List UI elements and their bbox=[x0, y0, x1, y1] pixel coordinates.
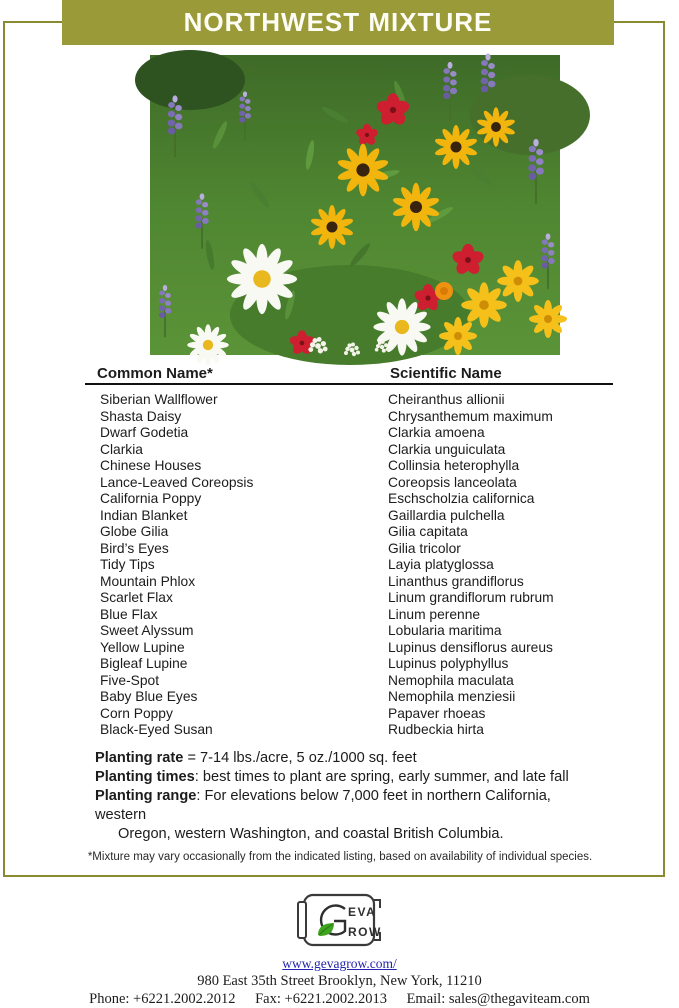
species-common-name: Baby Blue Eyes bbox=[100, 689, 198, 704]
species-row bbox=[100, 689, 612, 706]
wildflower-photo-art bbox=[150, 55, 560, 355]
species-scientific-name: Linum perenne bbox=[388, 606, 481, 622]
email-address: Email: sales@thegaviteam.com bbox=[406, 991, 590, 1007]
species-row bbox=[100, 425, 612, 442]
page-title: NORTHWEST MIXTURE bbox=[183, 7, 493, 37]
species-row bbox=[100, 475, 612, 492]
species-common-name: Bigleaf Lupine bbox=[100, 656, 188, 671]
species-row bbox=[100, 541, 612, 558]
gevagrow-logo bbox=[288, 890, 392, 950]
species-row bbox=[100, 673, 612, 690]
species-row bbox=[100, 722, 612, 739]
planting-range-label: Planting range bbox=[95, 788, 197, 804]
species-row bbox=[100, 508, 612, 525]
planting-rate-text: = 7-14 lbs./acre, 5 oz./1000 sq. feet bbox=[183, 750, 417, 766]
website-link[interactable]: www.gevagrow.com/ bbox=[282, 956, 397, 971]
species-common-name: Shasta Daisy bbox=[100, 408, 182, 424]
species-row bbox=[100, 442, 612, 459]
planting-range-text: : For elevations below 7,000 feet in northern California, bbox=[196, 788, 551, 804]
species-common-name: Yellow Lupine bbox=[100, 639, 185, 655]
species-common-name: Bird’s Eyes bbox=[100, 540, 169, 556]
species-row bbox=[100, 392, 612, 409]
species-scientific-name: Lupinus polyphyllus bbox=[388, 656, 509, 671]
species-scientific-name: Rudbeckia hirta bbox=[388, 722, 484, 737]
title-bar bbox=[62, 0, 614, 45]
species-scientific-name: Papaver rhoeas bbox=[388, 705, 486, 721]
contact-line bbox=[0, 991, 679, 1008]
species-common-name: Scarlet Flax bbox=[100, 590, 173, 605]
species-scientific-name: Layia platyglossa bbox=[388, 557, 494, 572]
planting-times-label: Planting times bbox=[95, 769, 195, 785]
species-scientific-name: Gilia tricolor bbox=[388, 540, 461, 556]
species-scientific-name: Nemophila menziesii bbox=[388, 689, 516, 704]
species-common-name: Mountain Phlox bbox=[100, 573, 196, 589]
species-rows bbox=[100, 392, 612, 739]
species-row bbox=[100, 656, 612, 673]
mixture-disclaimer: *Mixture may vary occasionally from the indicated listing, based on availability of individual species. bbox=[87, 851, 593, 863]
species-row bbox=[100, 491, 612, 508]
species-common-name: Indian Blanket bbox=[100, 507, 188, 523]
species-row bbox=[100, 640, 612, 657]
species-common-name: Five-Spot bbox=[100, 672, 160, 688]
species-table-header bbox=[0, 365, 679, 383]
species-common-name: California Poppy bbox=[100, 491, 202, 506]
species-common-name: Siberian Wallflower bbox=[100, 392, 218, 407]
street-address: 980 East 35th Street Brooklyn, New York, 11210 bbox=[197, 973, 482, 989]
species-common-name: Blue Flax bbox=[100, 606, 158, 622]
species-row bbox=[100, 458, 612, 475]
species-row bbox=[100, 557, 612, 574]
species-scientific-name: Linanthus grandiflorus bbox=[388, 573, 524, 589]
species-row bbox=[100, 590, 612, 607]
species-common-name: Black-Eyed Susan bbox=[100, 722, 213, 737]
species-row bbox=[100, 574, 612, 591]
species-scientific-name: Linum grandiflorum rubrum bbox=[388, 590, 554, 605]
species-common-name: Sweet Alyssum bbox=[100, 623, 194, 638]
species-row bbox=[100, 706, 612, 723]
species-common-name: Tidy Tips bbox=[100, 557, 155, 572]
species-scientific-name: Coreopsis lanceolata bbox=[388, 474, 517, 490]
table-header-rule bbox=[85, 383, 613, 385]
species-common-name: Globe Gilia bbox=[100, 524, 169, 539]
wildflower-photo bbox=[150, 55, 560, 355]
planting-rate-label: Planting rate bbox=[95, 750, 184, 766]
species-scientific-name: Gaillardia pulchella bbox=[388, 507, 505, 523]
species-scientific-name: Gilia capitata bbox=[388, 524, 468, 539]
phone-number: Phone: +6221.2002.2012 bbox=[89, 991, 236, 1007]
species-common-name: Clarkia bbox=[100, 441, 143, 457]
species-common-name: Dwarf Godetia bbox=[100, 425, 189, 440]
species-common-name: Corn Poppy bbox=[100, 705, 173, 721]
species-row bbox=[100, 623, 612, 640]
planting-range-cont2: Oregon, western Washington, and coastal British Columbia. bbox=[118, 826, 504, 842]
species-row bbox=[100, 607, 612, 624]
species-scientific-name: Collinsia heterophylla bbox=[388, 458, 520, 473]
species-scientific-name: Eschscholzia californica bbox=[388, 491, 535, 506]
species-scientific-name: Cheiranthus allionii bbox=[388, 392, 505, 407]
species-scientific-name: Lupinus densiflorus aureus bbox=[388, 639, 553, 655]
species-common-name: Chinese Houses bbox=[100, 458, 202, 473]
planting-info bbox=[95, 749, 625, 844]
planting-times-line bbox=[95, 768, 625, 787]
species-scientific-name: Clarkia amoena bbox=[388, 425, 485, 440]
footer bbox=[0, 890, 679, 1008]
species-scientific-name: Chrysanthemum maximum bbox=[388, 408, 553, 424]
species-scientific-name: Clarkia unguiculata bbox=[388, 441, 506, 457]
fax-number: Fax: +6221.2002.2013 bbox=[255, 991, 387, 1007]
column-header-scientific-name: Scientific Name bbox=[390, 365, 502, 382]
species-common-name: Lance-Leaved Coreopsis bbox=[100, 474, 254, 490]
species-row bbox=[100, 524, 612, 541]
planting-range-line bbox=[95, 787, 625, 806]
planting-times-text: : best times to plant are spring, early summer, and late fall bbox=[194, 769, 569, 785]
logo-text-row: ROW bbox=[347, 925, 382, 939]
species-row bbox=[100, 409, 612, 426]
column-header-common-name: Common Name* bbox=[97, 365, 213, 382]
species-scientific-name: Nemophila maculata bbox=[388, 672, 514, 688]
planting-range-cont1: western bbox=[95, 807, 147, 823]
planting-rate-line bbox=[95, 749, 625, 768]
species-scientific-name: Lobularia maritima bbox=[388, 623, 502, 638]
logo-text-eva: EVA bbox=[347, 905, 376, 919]
